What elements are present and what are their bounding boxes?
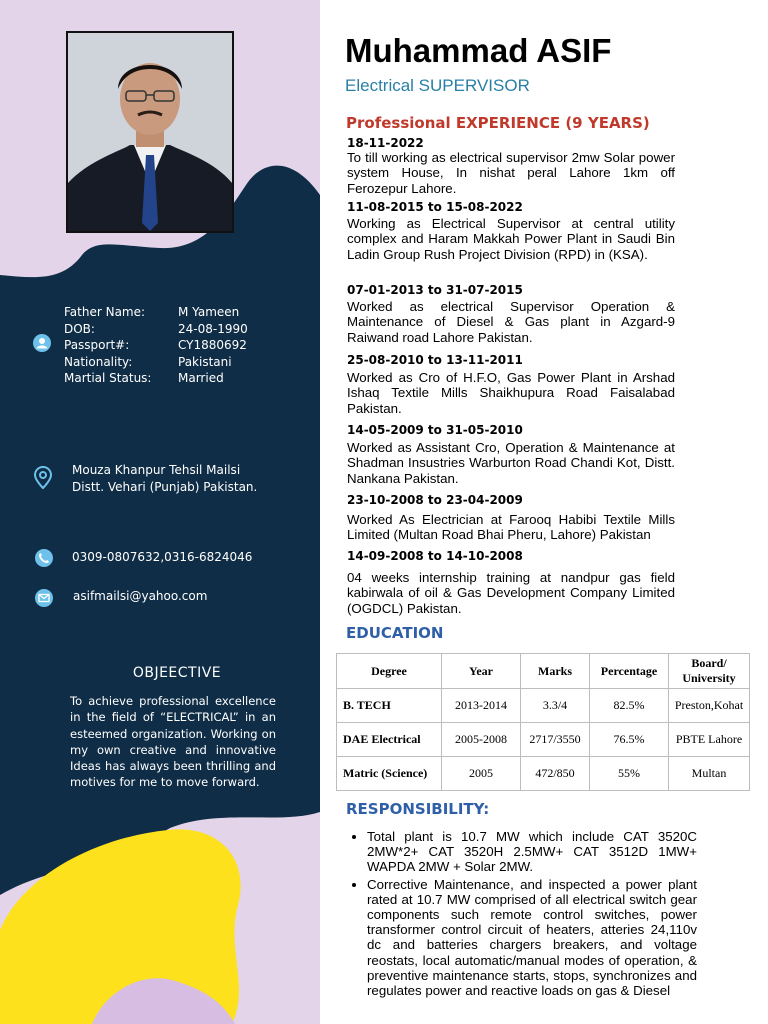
sidebar [0, 0, 320, 1024]
info-value: M Yameen [178, 305, 240, 319]
info-value: Pakistani [178, 354, 232, 369]
location-icon [33, 465, 53, 496]
table-row [337, 689, 750, 723]
info-row-father [64, 304, 248, 321]
list-item: • Total plant is 10.7 MW which include CAT 3520C 2MW*2+ CAT 3520H 2.5MW+ CAT 3512D 1MW+ WAPDA 2MW + Solar 2MW. [367, 829, 697, 875]
info-row-marital [64, 370, 248, 387]
info-label: Martial Status: [64, 371, 152, 385]
objective-text: To achieve professional excellence in the field of “ELECTRICAL” in an esteemed organization. Working on my own creative and innovative Ideas has always been thrilling and motives for me to move forward. [70, 694, 276, 790]
table-cell: 472/850 [521, 757, 590, 791]
table-cell: Preston,Kohat [669, 689, 750, 723]
info-value: Married [178, 371, 224, 385]
table-cell: Multan [669, 757, 750, 791]
experience-date: 14-05-2009 to 31-05-2010 [347, 423, 523, 437]
info-label: Nationality: [64, 354, 133, 369]
experience-description: To till working as electrical supervisor 2mw Solar power system House, In nishat peral Lahore 1km off Ferozepur Lahore. [347, 150, 675, 196]
experience-date: 18-11-2022 [347, 136, 424, 150]
responsibility-title: RESPONSIBILITY: [346, 800, 490, 818]
address [72, 462, 257, 496]
info-row-passport [64, 337, 248, 354]
table-cell: 3.3/4 [521, 689, 590, 723]
address-line-1: Mouza Khanpur Tehsil Mailsi [72, 463, 241, 477]
experience-date: 25-08-2010 to 13-11-2011 [347, 353, 523, 367]
experience-date: 07-01-2013 to 31-07-2015 [347, 283, 523, 297]
table-cell: Matric (Science) [337, 757, 442, 791]
experience-title: Professional EXPERIENCE (9 YEARS) [346, 114, 650, 132]
person-name: Muhammad ASIF [345, 32, 612, 69]
table-cell: 2005-2008 [442, 723, 521, 757]
address-line-2: Distt. Vehari (Punjab) Pakistan. [72, 480, 258, 494]
experience-description: Working as Electrical Supervisor at central utility complex and Haram Makkah Power Plant in Saudi Bin Ladin Group Rush Project Division (RPD) in (KSA). [347, 216, 675, 262]
column-header: Percentage [590, 654, 669, 689]
main-content [320, 0, 768, 1024]
education-title: EDUCATION [346, 624, 444, 642]
email-icon [35, 589, 53, 607]
table-header-row [337, 654, 750, 689]
experience-description: Worked as Assistant Cro, Operation & Maintenance at Shadman Insustries Warburton Road Chandi Kot, Distt. Nankana Pakistan. [347, 440, 675, 486]
experience-date: 11-08-2015 to 15-08-2022 [347, 200, 523, 214]
column-header: Year [442, 654, 521, 689]
experience-date: 23-10-2008 to 23-04-2009 [347, 493, 523, 507]
email-address: asifmailsi@yahoo.com [73, 589, 208, 603]
info-value: 24-08-1990 [178, 321, 248, 336]
info-row-dob [64, 321, 248, 338]
experience-description: Worked As Electrician at Farooq Habibi Textile Mills Limited (Multan Road Bhai Pheru, Lahore) Pakistan [347, 512, 675, 543]
experience-date: 14-09-2008 to 14-10-2008 [347, 549, 523, 563]
education-table [336, 653, 750, 791]
table-cell: DAE Electrical [337, 723, 442, 757]
info-row-nationality [64, 354, 248, 371]
table-row [337, 757, 750, 791]
column-header: Degree [337, 654, 442, 689]
personal-info [64, 304, 248, 387]
phone-number: 0309-0807632,0316-6824046 [72, 550, 253, 564]
experience-description: Worked as electrical Supervisor Operation & Maintenance of Diesel & Gas plant in Azgard-9 Raiwand road Lahore Pakistan. [347, 299, 675, 345]
table-row [337, 723, 750, 757]
table-cell: 82.5% [590, 689, 669, 723]
column-header: Board/ University [669, 654, 750, 689]
experience-description: Worked as Cro of H.F.O, Gas Power Plant in Arshad Ishaq Textile Mills Shaikhupura Road Faisalabad Pakistan. [347, 370, 675, 416]
info-value: CY1880692 [178, 338, 247, 352]
info-label: Passport#: [64, 338, 130, 352]
person-icon [33, 334, 51, 352]
table-cell: 2717/3550 [521, 723, 590, 757]
column-header: Marks [521, 654, 590, 689]
info-label: Father Name: [64, 305, 146, 319]
table-cell: 76.5% [590, 723, 669, 757]
table-cell: 2005 [442, 757, 521, 791]
table-cell: 55% [590, 757, 669, 791]
table-cell: PBTE Lahore [669, 723, 750, 757]
objective-title: OBJEECTIVE [132, 665, 222, 681]
responsibility-list [347, 829, 697, 1000]
info-label: DOB: [64, 321, 95, 336]
person-title: Electrical SUPERVISOR [345, 76, 530, 95]
table-cell: B. TECH [337, 689, 442, 723]
experience-description: 04 weeks internship training at nandpur gas field kabirwala of oil & Gas Development Company Limited (OGDCL) Pakistan. [347, 570, 675, 616]
table-cell: 2013-2014 [442, 689, 521, 723]
list-item: • Corrective Maintenance, and inspected a power plant rated at 10.7 MW comprised of all electrical switch gear components such remote control switches, power transformer control circuit of heaters, atteries 24,110v dc and batteries chargers breakers, and voltage reostats, local automatic/manual modes of operation, & preventive maintenance starts, stops, synchronizes and regulates power and reactive loads on gas & Diesel [367, 877, 697, 999]
profile-photo [66, 31, 234, 233]
phone-icon [35, 549, 53, 567]
